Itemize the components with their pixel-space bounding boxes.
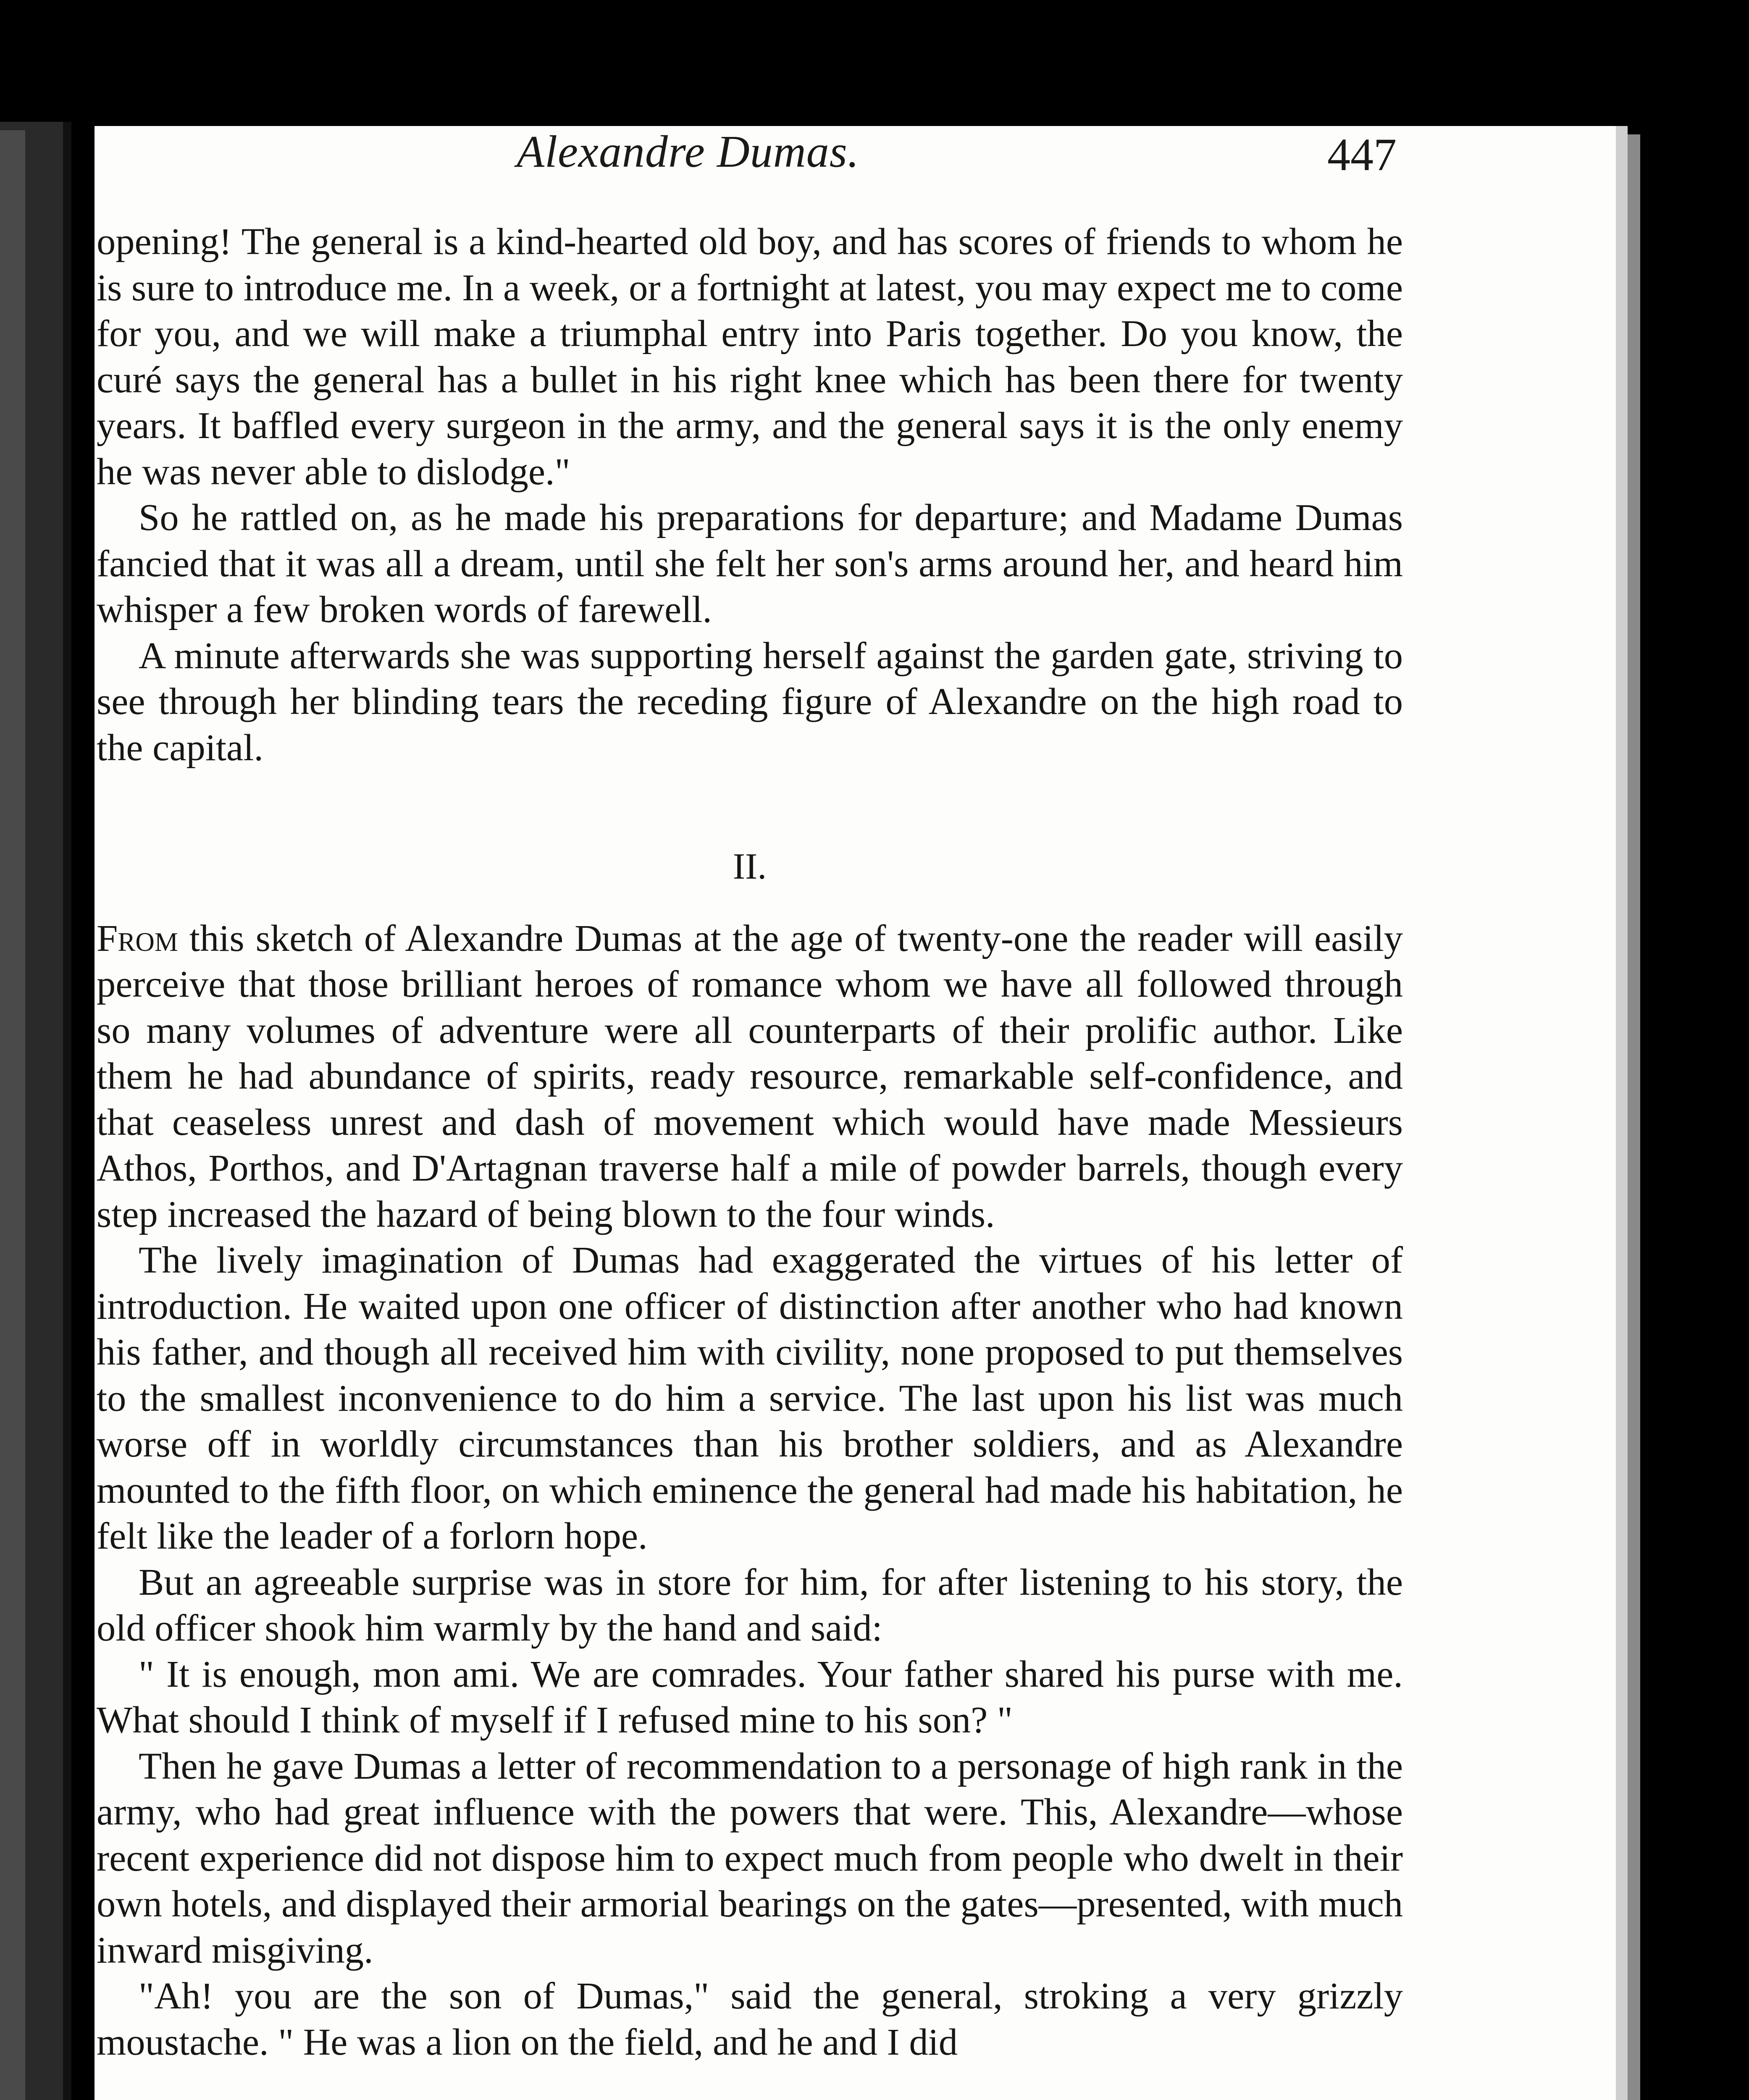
paragraph: So he rattled on, as he made his preparations for departure; and Madame Dumas fancied that it was all a dream, until she felt her son's arms around her, and heard him whisper a few broken words of farewell. — [97, 496, 1403, 630]
paragraph: opening! The general is a kind-hearted old boy, and has scores of friends to whom he is sure to introduce me. In a week, or a fortnight at latest, you may expect me to come for you, and we will make a triumphal entry into Paris together. Do you know, the curé says the general has a bullet in his right knee which has been there for twenty years. It baffled every surgeon in the army, and the general says it is the only enemy he was never able to dislodge." — [97, 220, 1403, 493]
previous-page-shadow — [0, 130, 25, 2100]
paragraph: " It is enough, mon ami. We are comrades. Your father shared his purse with me. What should I think of myself if I refused mine to his son? " — [97, 1652, 1403, 1741]
paragraph: The lively imagination of Dumas had exaggerated the virtues of his letter of introduction. He waited upon one officer of distinction after another who had known his father, and though all received him with civility, none proposed to put themselves to the smallest inconvenience to do him a service. The last upon his list was much worse off in worldly circumstances than his brother soldiers, and as Alexandre mounted to the fifth floor, on which eminence the general had made his habitation, he felt like the leader of a forlorn hope. — [97, 1239, 1403, 1557]
paragraph: Then he gave Dumas a letter of recommendation to a personage of high rank in the army, who had great influence with the powers that were. This, Alexandre—whose recent experience did not dispose him to expect much from people who dwelt in their own hotels, and displayed their armorial bearings on the gates—presented, with much inward misgiving. — [97, 1744, 1403, 1971]
section-heading: II. — [733, 846, 767, 887]
running-title: Alexandre Dumas. — [517, 127, 859, 177]
page-number: 447 — [1327, 129, 1397, 180]
paragraph: "Ah! you are the son of Dumas," said the general, stroking a very grizzly moustache. " He was a lion on the field, and he and I did — [97, 1974, 1403, 2063]
paragraph: But an agreeable surprise was in store for him, for after listening to his story, the old officer shook him warmly by the hand and said: — [97, 1560, 1403, 1649]
section-first-paragraph — [97, 915, 1403, 1237]
paragraph: A minute afterwards she was supporting herself against the garden gate, striving to see through her blinding tears the receding figure of Alexandre on the high road to the capital. — [97, 634, 1403, 769]
body-text — [97, 218, 1403, 2065]
drop-word: From — [97, 916, 178, 959]
paragraph-text: this sketch of Alexandre Dumas at the age of twenty-one the reader will easily perceive that those brilliant heroes of romance whom we have all followed through so many volumes of adventure were all counterparts of their prolific author. Like them he had abundance of spirits, ready resource, remarkable self-confidence, and that ceaseless unrest and dash of movement which would have made Messieurs Athos, Porthos, and D'Artagnan traverse half a mile of powder barrels, though every step increased the hazard of being blown to the four winds. — [97, 916, 1403, 1235]
page-right-edge — [1628, 134, 1640, 2100]
